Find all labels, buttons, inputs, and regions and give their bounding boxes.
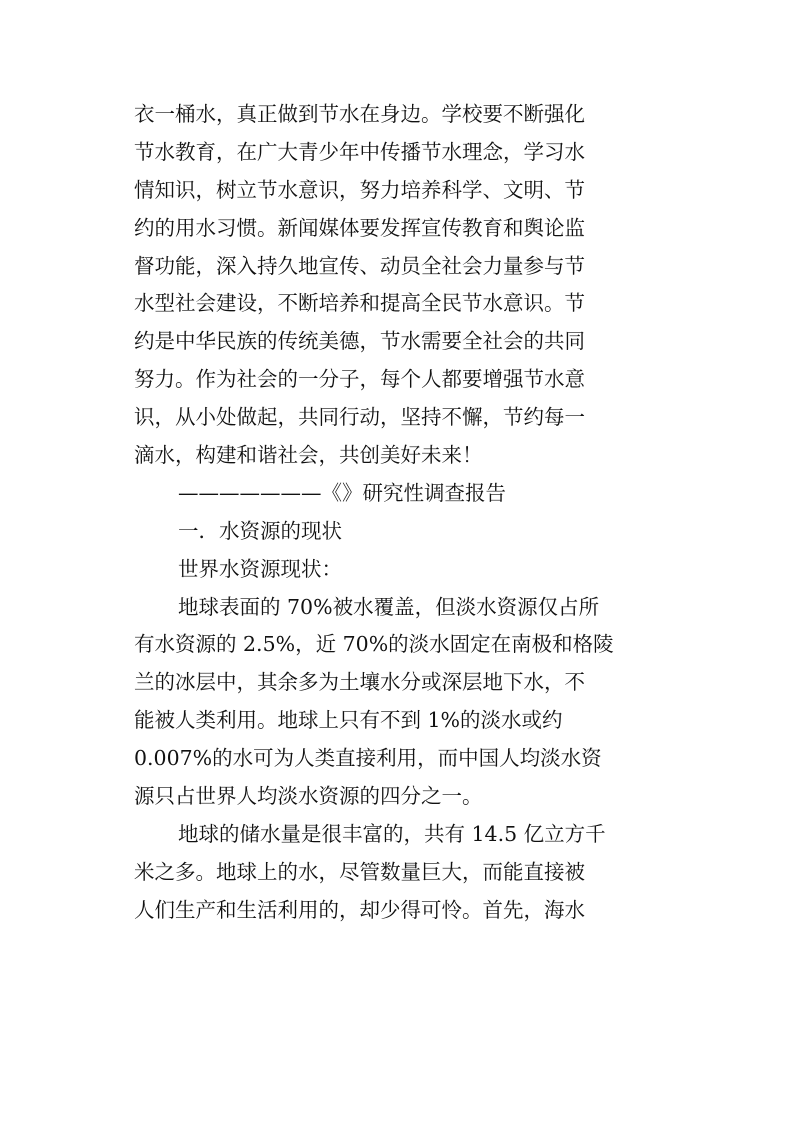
text-line-22: 人们生产和生活利用的，却少得可怜。首先，海水 (134, 897, 585, 922)
text-line-20: 地球的储水量是很丰富的，共有 14.5 亿立方千 (178, 821, 606, 846)
text-line-15: 有水资源的 2.5%，近 70%的淡水固定在南极和格陵 (134, 632, 614, 657)
text-line-14: 地球表面的 70%被水覆盖，但淡水资源仅占所 (178, 594, 600, 619)
text-line-16: 兰的冰层中，其余多为土壤水分或深层地下水，不 (134, 670, 585, 695)
subsection-heading: 世界水资源现状： (178, 556, 342, 581)
report-title-line: ———————《》研究性调查报告 (178, 480, 506, 505)
text-line-6: 水型社会建设，不断培养和提高全民节水意识。节 (134, 291, 585, 316)
document-page (134, 96, 664, 930)
text-line-1: 衣一桶水，真正做到节水在身边。学校要不断强化 (134, 102, 585, 126)
text-line-8: 努力。作为社会的一分子，每个人都要增强节水意 (134, 367, 585, 392)
text-line-7: 约是中华民族的传统美德，节水需要全社会的共同 (134, 329, 585, 354)
text-line-17: 能被人类利用。地球上只有不到 1%的淡水或约 (134, 708, 563, 733)
section-heading: 一．水资源的现状 (178, 518, 342, 543)
text-line-19: 源只占世界人均淡水资源的四分之一。 (134, 784, 483, 809)
text-line-5: 督功能，深入持久地宣传、动员全社会力量参与节 (134, 253, 585, 278)
text-line-2: 节水教育，在广大青少年中传播节水理念，学习水 (134, 139, 585, 164)
text-line-21: 米之多。地球上的水，尽管数量巨大，而能直接被 (134, 859, 585, 884)
text-line-18: 0.007%的水可为人类直接利用，而中国人均淡水资 (134, 746, 602, 771)
text-line-10: 滴水，构建和谐社会，共创美好未来！ (134, 443, 483, 468)
text-line-3: 情知识，树立节水意识，努力培养科学、文明、节 (134, 177, 585, 202)
text-line-9: 识，从小处做起，共同行动，坚持不懈，节约每一 (134, 405, 585, 430)
text-line-4: 约的用水习惯。新闻媒体要发挥宣传教育和舆论监 (134, 215, 585, 240)
